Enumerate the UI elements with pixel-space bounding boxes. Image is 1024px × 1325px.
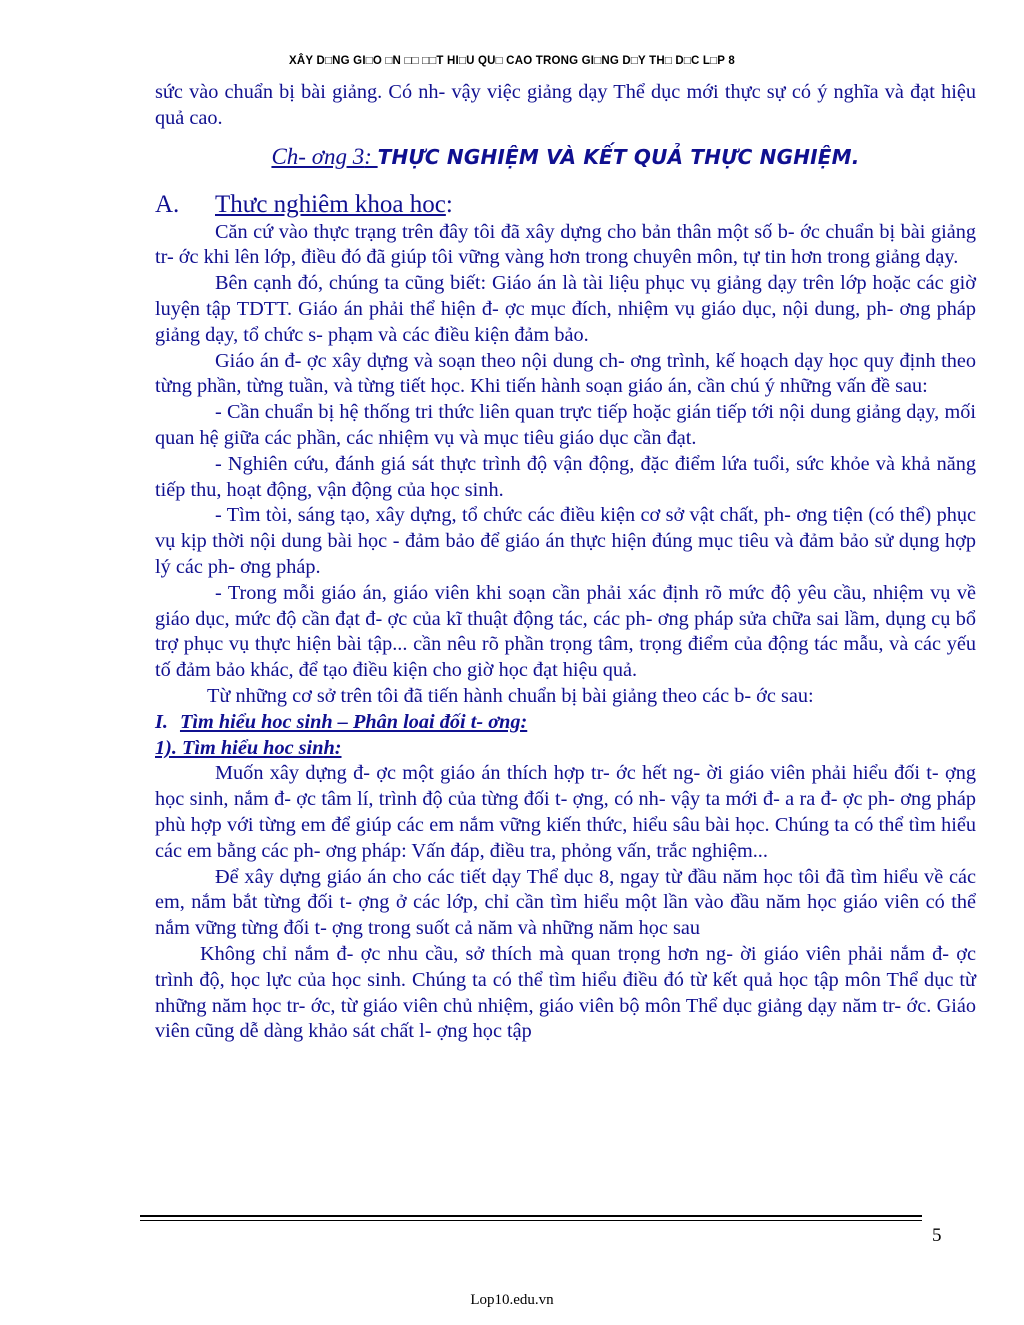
footer-rule-thick bbox=[140, 1215, 922, 1217]
section-a-heading bbox=[155, 190, 976, 220]
bullet-paragraph-1: - Cần chuẩn bị hệ thống tri thức liên quan trực tiếp hoặc gián tiếp tới nội dung giảng dạy, mối quan hệ giữa các phần, các nhiệm vụ và mục tiêu giáo dục cần đạt. bbox=[155, 401, 976, 449]
intro-paragraph: sức vào chuẩn bị bài giảng. Có nh- vậy việc giảng dạy Thể dục mới thực sự có ý nghĩa và đạt hiệu quả cao. bbox=[155, 81, 976, 129]
section-a-letter: A. bbox=[155, 190, 180, 218]
paragraph-2: Bên cạnh đó, chúng ta cũng biết: Giáo án là tài liệu phục vụ giảng dạy trên lớp hoặc các giờ luyện tập TDTT. Giáo án phải thể hiện đ- ợc mục đích, nhiệm vụ giáo dục, nội dung, ph- ơng pháp giảng dạy, tổ chức s- phạm và các điều kiện đảm bảo. bbox=[155, 272, 976, 346]
paragraph-3: Giáo án đ- ợc xây dựng và soạn theo nội dung ch- ơng trình, kế hoạch dạy học quy định theo từng phần, từng tuần, và từng tiết học. Khi tiến hành soạn giáo án, cần chú ý những vấn đề sau: bbox=[155, 349, 976, 398]
chapter-colon: : bbox=[364, 143, 378, 169]
heading-i-title: Tìm hiểu hoc sinh – Phân loai đối t- ơng: bbox=[179, 710, 528, 733]
chapter-heading bbox=[155, 142, 976, 172]
page-number: 5 bbox=[932, 1225, 942, 1246]
section-a-title: Thưc nghiêm khoa hoc bbox=[215, 190, 446, 218]
footer-rule-thin bbox=[140, 1220, 922, 1221]
footer-site: Lop10.edu.vn bbox=[470, 1292, 554, 1308]
bullet-paragraph-2: - Nghiên cứu, đánh giá sát thực trình độ vận động, đặc điểm lứa tuổi, sức khỏe và khả năng tiếp thu, hoạt động, vận động của học sinh. bbox=[155, 452, 976, 501]
paragraph-11: Không chỉ nắm đ- ợc nhu cầu, sở thích mà quan trọng hơn ng- ời giáo viên phải nắm đ- ợc trình độ, học lực của học sinh. Chúng ta có thể tìm hiểu điều đó từ kết quả học tập môn Thể dục từ những năm học tr- ớc, từ giáo viên chủ nhiệm, giáo viên bộ môn Thể dục giảng dạy năm tr- ớc. Giáo viên cũng dễ dàng khảo sát chất l- ợng học tập bbox=[155, 942, 976, 1043]
heading-1: 1). Tìm hiểu hoc sinh: bbox=[155, 736, 342, 759]
running-header: XÂY D□NG GI□O □N □□ □□T HI□U QU□ CAO TRONG GI□NG D□Y TH□ D□C L□P 8 bbox=[289, 55, 735, 67]
heading-i-number: I. bbox=[155, 710, 168, 733]
paragraph-10: Để xây dựng giáo án cho các tiết dạy Thể dục 8, ngay từ đầu năm học tôi đã tìm hiểu về các em, nắm bắt từng đối t- ợng ở các lớp, chỉ cần tìm hiểu một lần vào đầu năm học giáo viên có thể nắm vững từng đối t- ợng trong suốt cả năm và những năm học sau bbox=[155, 865, 976, 940]
chapter-label: Ch- ơng 3 bbox=[271, 143, 365, 169]
section-a-colon: : bbox=[445, 190, 453, 218]
paragraph-9: Muốn xây dựng đ- ợc một giáo án thích hợp tr- ớc hết ng- ời giáo viên phải hiểu đối t- ợng học sinh, nắm đ- ợc tâm lí, trình độ của từng đối t- ợng, có nh- vậy ta mới đ- a ra đ- ợc ph- ơng pháp phù hợp với từng em để giúp các em nắm vững kiến thức, hiểu sâu bài học. Chúng ta có thể tìm hiểu các em bằng các ph- ơng pháp: Vấn đáp, điều tra, phỏng vấn, trắc nghiệm... bbox=[155, 762, 976, 862]
bullet-paragraph-3: - Tìm tòi, sáng tạo, xây dựng, tổ chức các điều kiện cơ sở vật chất, ph- ơng tiện (có thể) phục vụ kịp thời nội dung bài học - đảm bảo để giáo án thực hiện đúng mục tiêu và đảm bảo sử dụng hợp lý các ph- ơng pháp. bbox=[155, 504, 976, 578]
paragraph-steps-intro: Từ những cơ sở trên tôi đã tiến hành chuẩn bị bài giảng theo các b- ớc sau: bbox=[207, 684, 814, 707]
bullet-paragraph-4: - Trong mỗi giáo án, giáo viên khi soạn cần phải xác định rõ mức độ yêu cầu, nhiệm vụ về giáo dục, mức độ cần đạt đ- ợc của kĩ thuật động tác, các ph- ơng pháp sửa chữa sai lầm, dụng cụ bổ trợ phục vụ thực hiện bài tập... cần nêu rõ phần trọng tâm, trọng điểm của động tác mẫu, và các yếu tố đảm bảo khác, để tạo điều kiện cho giờ học đạt hiệu quả. bbox=[155, 581, 976, 682]
paragraph-1: Căn cứ vào thực trạng trên đây tôi đã xây dựng cho bản thân một số b- ớc chuẩn bị bài giảng tr- ớc khi lên lớp, điều đó đã giúp tôi vững vàng hơn trong chuyên môn, tự tin hơn trong giảng dạy. bbox=[155, 220, 976, 269]
chapter-title: THỰC NGHIỆM VÀ KẾT QUẢ THỰC NGHIỆM. bbox=[377, 144, 860, 169]
heading-i bbox=[155, 710, 976, 736]
document-body bbox=[155, 80, 976, 1045]
